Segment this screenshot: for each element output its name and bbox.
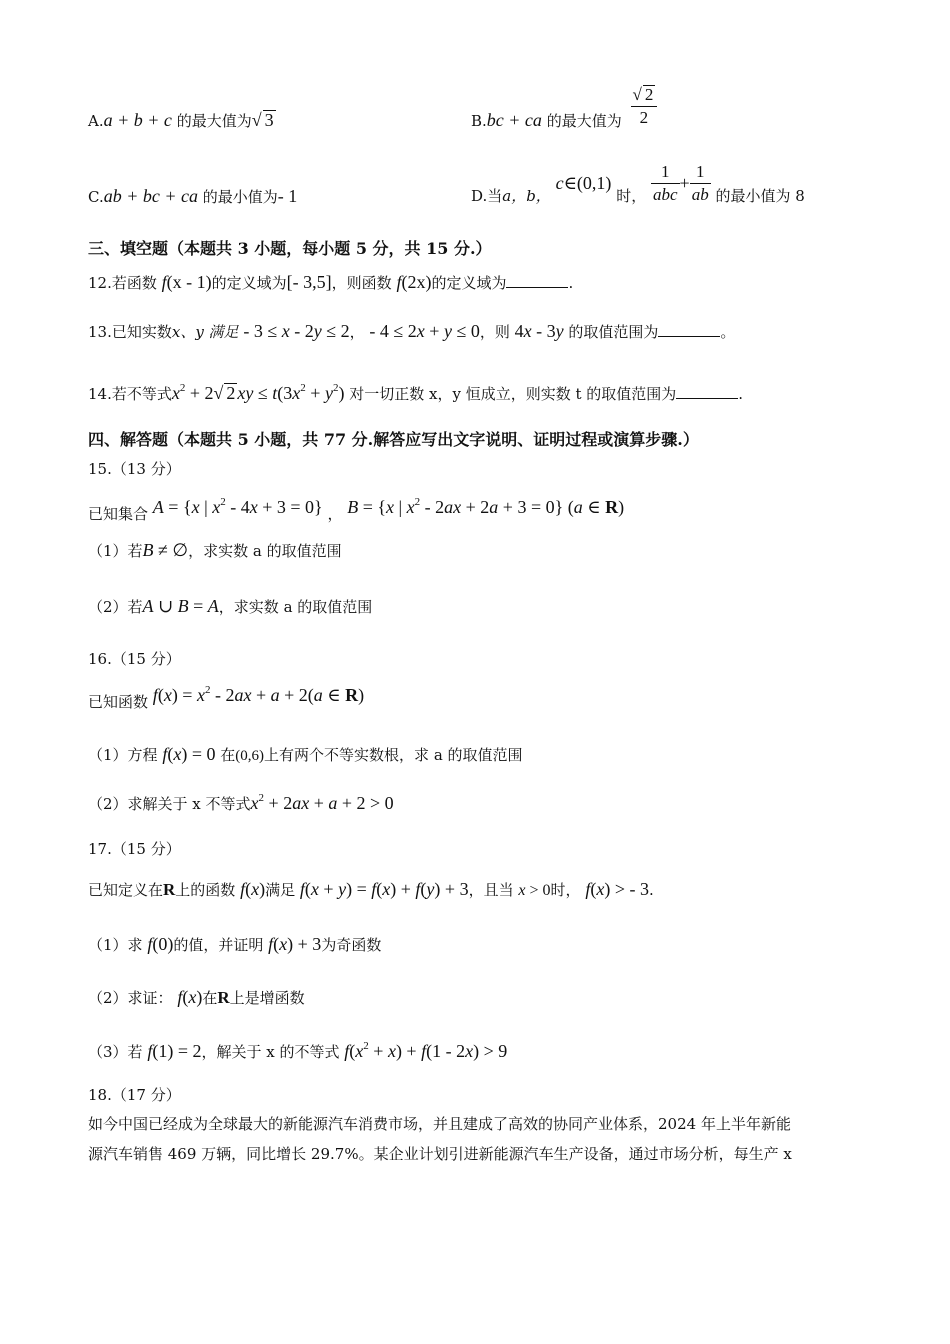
question-text: 的定义域为: [211, 274, 287, 292]
option-d-tail: 的最小值为 8: [715, 187, 805, 205]
formula: f(x): [177, 987, 203, 1007]
option-d-vars: a，b，: [502, 187, 551, 205]
option-b: [471, 82, 657, 131]
question-12: [88, 272, 573, 293]
option-a-text: 的最大值为: [176, 112, 252, 130]
question-16-part1: [88, 735, 523, 766]
question-text: ，则函数: [331, 274, 392, 292]
question-text: 的定义域为: [431, 274, 507, 292]
formula: (0,6): [235, 748, 265, 764]
question-17-part3: [88, 1034, 507, 1062]
question-15-head: 15.（13 分）: [88, 460, 181, 478]
question-16-part2: [88, 788, 394, 814]
formula: - 1: [277, 186, 298, 206]
option-c-text: 的最小值为: [202, 188, 278, 206]
option-a-label: A.: [88, 112, 104, 130]
question-text: （3）若: [88, 1043, 143, 1061]
formula: A = {x | $x^2 - 4x + 3 = 0$}: [152, 496, 323, 517]
question-text: 为奇函数: [321, 936, 382, 954]
formula: $x^2 + 2√$ 2 xy ≤ $t(3x^2 + y^2)$: [171, 382, 345, 403]
formula: f(x) + 3: [268, 934, 322, 954]
section-title: 三、填空题（本题共 3 小题，每小题 5 分，共 15 分.）: [88, 239, 492, 258]
question-text: ，求实数 a 的取值范围: [218, 598, 373, 616]
question-text: （2）若: [88, 598, 143, 616]
formula: a + b + c: [103, 110, 172, 130]
option-b-label: B.: [471, 112, 487, 130]
punctuation: ，: [349, 323, 365, 341]
question-16-intro: [88, 680, 364, 712]
question-text: 上的函数: [175, 881, 236, 899]
question-18-head: 18.（17 分）: [88, 1086, 181, 1104]
question-17-part2: （2）求证： f(x)在R上是增函数: [88, 987, 305, 1007]
question-text: ，则: [479, 323, 510, 341]
option-d: D.当a，b， c∈(0,1) 时， $\frac{1}{\text{abc}}$ + $\frac{1}{ab}$ 的最小值为 8: [471, 161, 805, 205]
option-b-text: 的最大值为: [546, 112, 622, 130]
formula: f(2x): [396, 272, 432, 292]
question-17-intro: 已知定义在R上的函数 f(x)满足 f(x + y) = f(x) + f(y) + 3，且当 x > 0时， f(x) > - 3.: [88, 879, 654, 899]
question-text: 的取值范围为: [568, 323, 659, 341]
formula: $f(x^2 + x) + f(1 - 2x) > 9$: [344, 1040, 508, 1061]
question-text: 在: [220, 746, 236, 764]
formula: B ≠ ∅: [142, 540, 189, 560]
punctuation: .: [568, 274, 574, 292]
formula: f(x + y) = f(x) + f(y) + 3: [299, 879, 469, 899]
question-13: [88, 321, 735, 342]
question-text: 已知函数: [88, 693, 149, 711]
question-number: 13.已知实数: [88, 323, 172, 341]
formula: f(1) = 2: [147, 1041, 202, 1061]
formula: $\frac{√ 2}{2}$: [631, 84, 658, 129]
question-15-part2: [88, 596, 372, 617]
question-text: （2）求证：: [88, 989, 173, 1007]
formula: ab + bc + ca: [103, 186, 198, 206]
formula: f(x): [240, 879, 266, 899]
question-16-head: 16.（15 分）: [88, 650, 181, 668]
option-c: [88, 186, 297, 207]
formula: f(x - 1): [161, 272, 212, 292]
question-text: 对一切正数 x，y 恒成立，则实数 t 的取值范围为: [349, 385, 677, 403]
formula: B = {x | $x^2 - 2ax + 2a + 3 = 0$} (a ∈ R): [347, 496, 625, 517]
formula: √ 3: [251, 110, 274, 130]
question-text: （1）求: [88, 936, 143, 954]
question-text: （2）求解关于 x 不等式: [88, 795, 251, 813]
question-number: 14.若不等式: [88, 385, 172, 403]
question-text: （1）方程: [88, 746, 158, 764]
question-18-line2: 源汽车销售 469 万辆，同比增长 29.7%。某企业计划引进新能源汽车生产设备，通过市场分析，每生产 x: [88, 1145, 792, 1163]
formula: - 4 ≤ 2x + y ≤ 0: [369, 321, 480, 341]
question-text: 上是增函数: [229, 989, 305, 1007]
formula: [- 3,5]: [286, 272, 332, 292]
question-text: ，求实数 a 的取值范围: [188, 542, 342, 560]
option-a: [88, 110, 276, 131]
answer-blank: [676, 384, 738, 399]
question-15-intro: 已知集合 A = {x | $x^2 - 4x + 3 = 0$} ， B = {x | $x^2 - 2ax + 2a + 3 = 0$} (a ∈ R): [88, 496, 625, 523]
formula: $\frac{1}{ab}$: [691, 161, 709, 204]
question-text: ，解关于 x 的不等式: [201, 1043, 340, 1061]
section-title: 四、解答题（本题共 5 小题，共 77 分.解答应写出文字说明、证明过程或演算步骤.）: [88, 430, 699, 449]
question-text: 的值，并证明: [173, 936, 264, 954]
question-text: 在: [202, 989, 218, 1007]
question-text: x、y 满足: [171, 323, 239, 341]
formula: $x^2 + 2ax + a + 2 > 0$: [250, 792, 394, 813]
answer-blank: [658, 322, 720, 337]
formula: A ∪ B = A: [142, 596, 219, 616]
question-15-part1: [88, 540, 342, 561]
option-d-label: D.当: [471, 187, 503, 205]
question-text: 时，: [550, 881, 581, 899]
formula: $\frac{1}{\text{abc}}$: [652, 161, 678, 204]
question-18-line1: 如今中国已经成为全球最大的新能源汽车消费市场，并且建成了高效的协同产业体系，2024 年上半年新能: [88, 1115, 791, 1133]
formula: 4x - 3y: [514, 321, 564, 341]
question-text: 已知定义在: [88, 881, 164, 899]
formula: c∈(0,1): [555, 173, 612, 193]
option-c-label: C.: [88, 188, 104, 206]
punctuation: .: [648, 881, 654, 899]
question-17-head: 17.（15 分）: [88, 840, 181, 858]
punctuation: .: [738, 385, 744, 403]
formula: $f(x) = x^2 - 2ax + a + 2(a$ ∈ R): [152, 684, 365, 705]
formula: x > 0: [518, 882, 551, 899]
punctuation: 。: [720, 323, 736, 341]
question-text: （1）若: [88, 542, 143, 560]
formula: f(x) = 0: [162, 744, 216, 764]
formula: bc + ca: [486, 110, 542, 130]
formula: f(0): [147, 934, 174, 954]
question-number: 12.若函数: [88, 274, 157, 292]
question-17-part1: [88, 927, 381, 955]
answer-blank: [506, 273, 568, 288]
question-14: [88, 378, 743, 404]
option-d-text: 时，: [616, 187, 647, 205]
question-text: 满足: [265, 881, 296, 899]
formula: - 3 ≤ x - 2y ≤ 2: [243, 321, 350, 341]
formula: f(x) > - 3: [585, 879, 649, 899]
question-text: ，且当: [468, 881, 514, 899]
question-text: 已知集合: [88, 505, 149, 523]
question-text: 上有两个不等实数根，求 a 的取值范围: [264, 746, 523, 764]
